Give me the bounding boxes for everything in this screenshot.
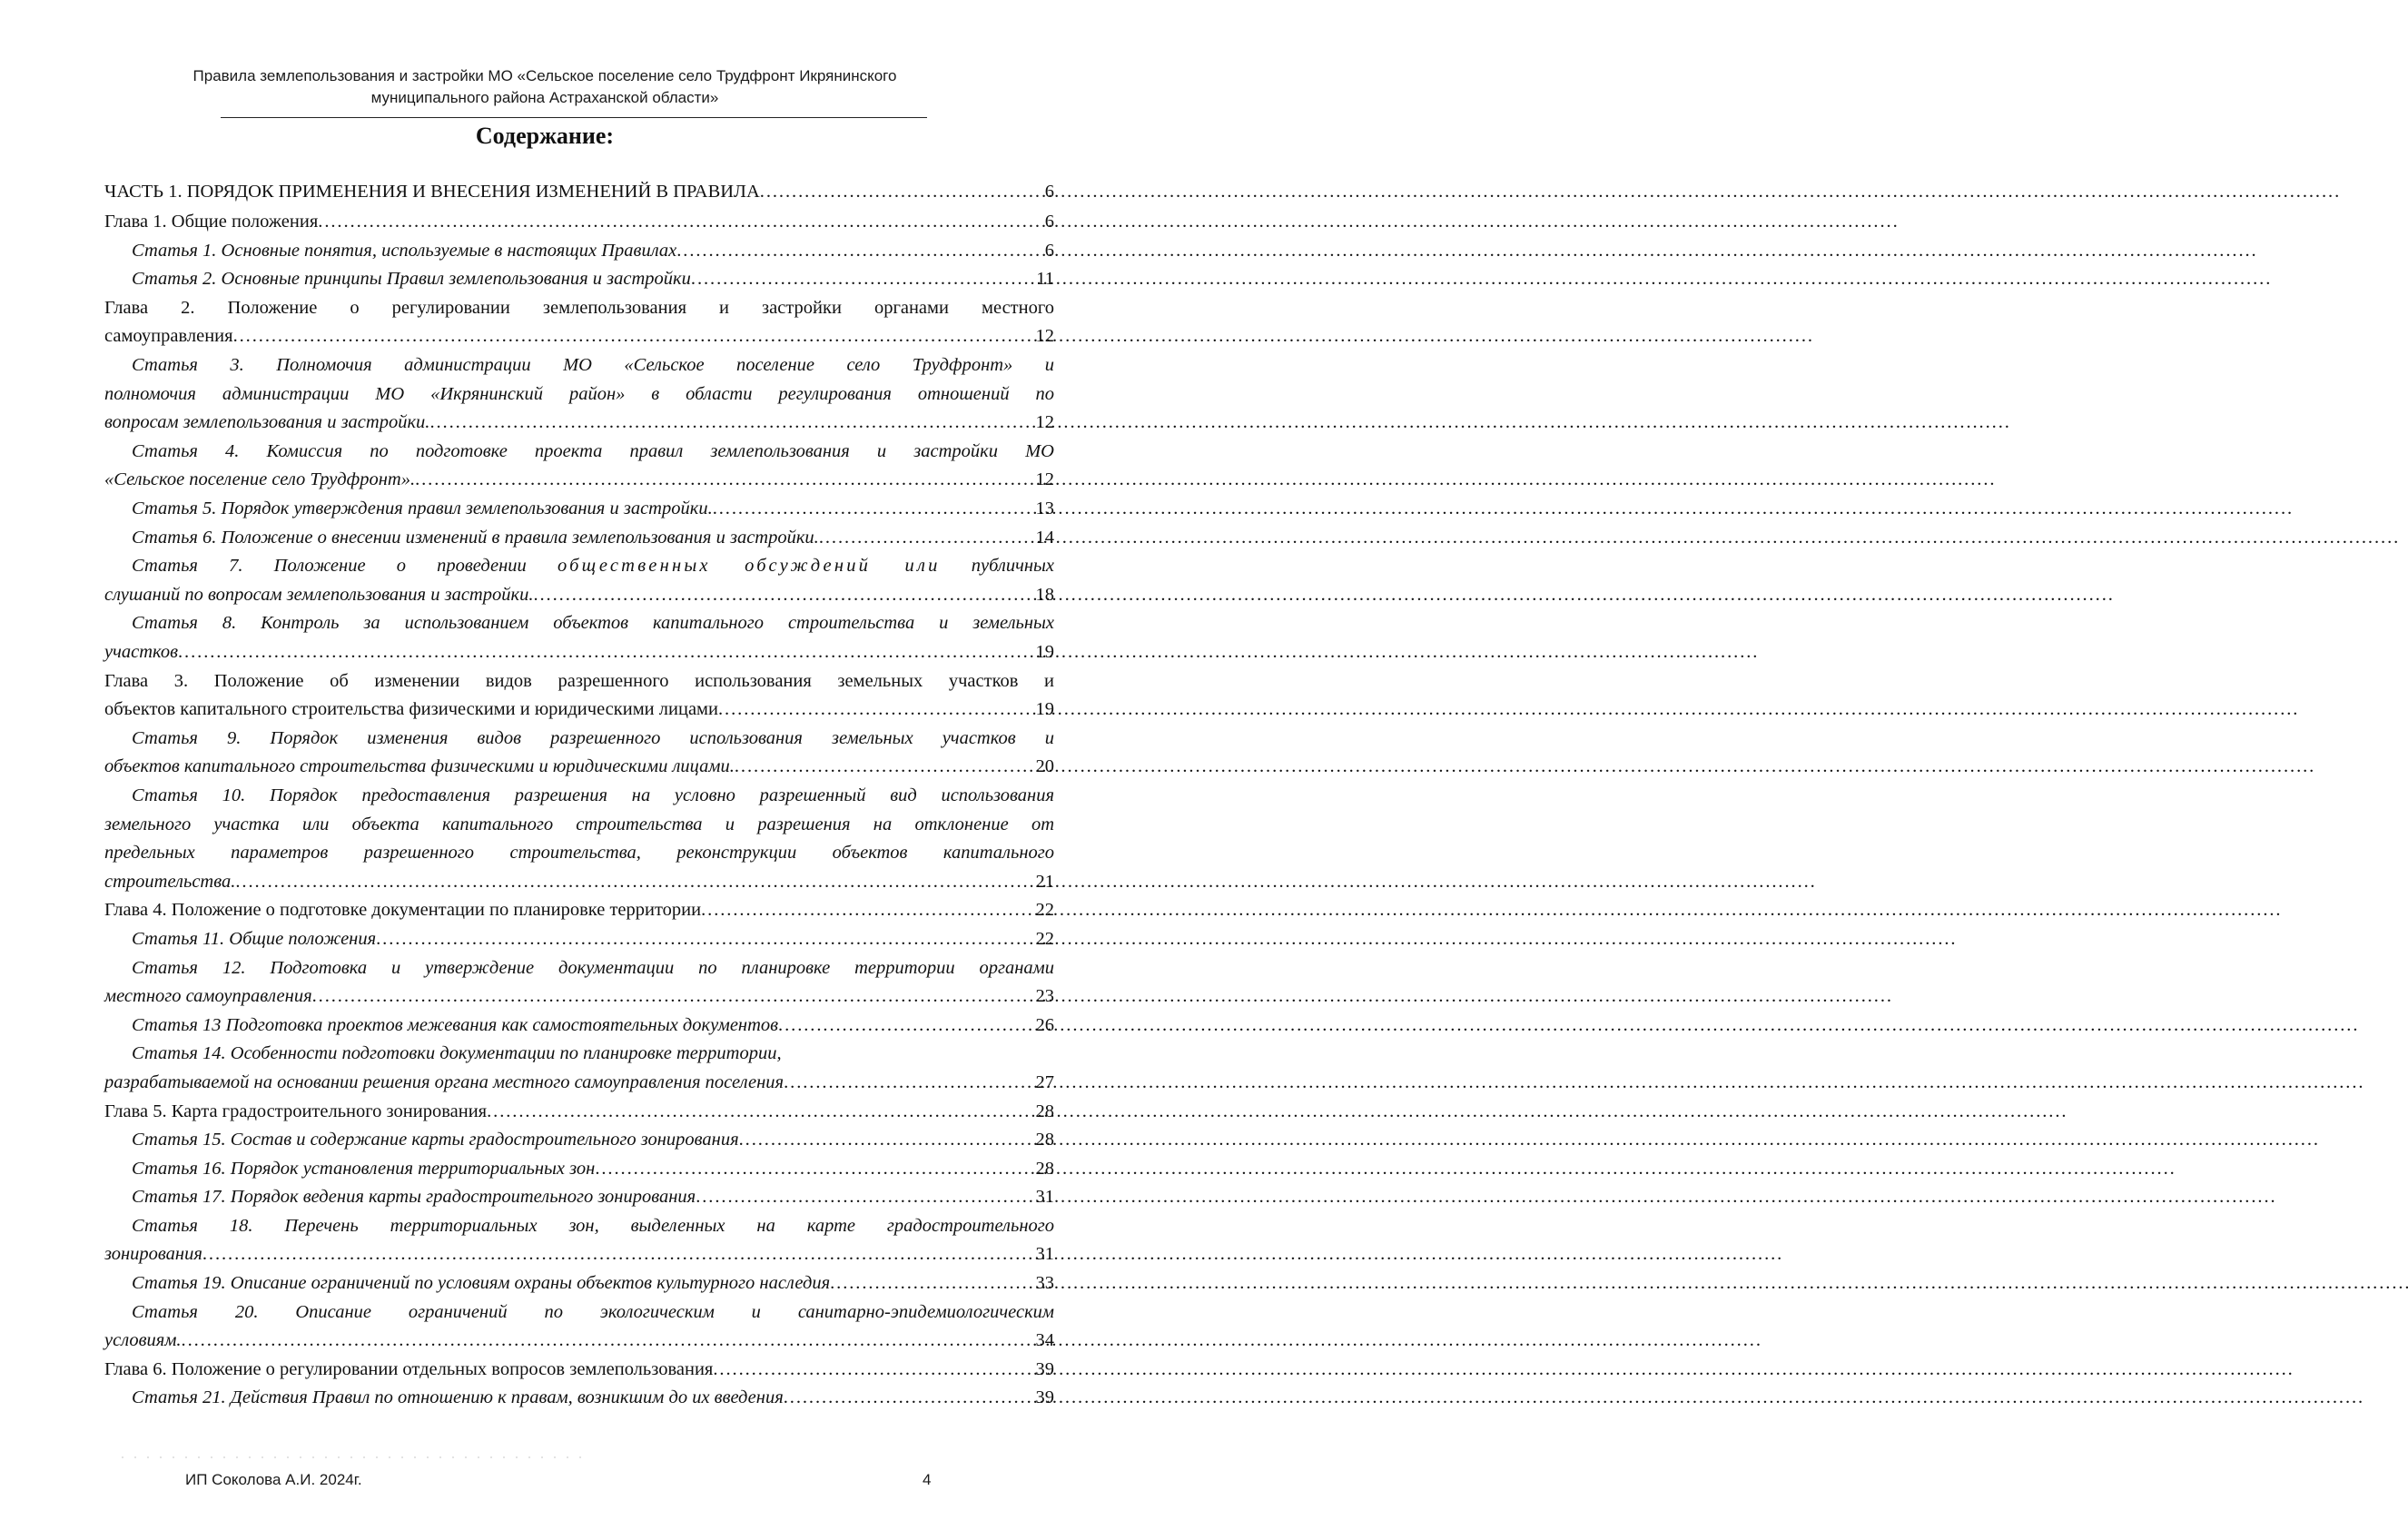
dot-leader xyxy=(713,1356,1033,1385)
toc-entry-text: Статья 13 Подготовка проектов межевания как самостоятельных документов xyxy=(132,1014,779,1035)
toc-entry-text: Статья 21. Действия Правил по отношению к правам, возникшим до их введения xyxy=(132,1387,784,1408)
toc-page-number: 28 xyxy=(1035,1101,1054,1121)
toc-page-number: 27 xyxy=(1035,1071,1054,1092)
header-rule xyxy=(221,117,927,118)
toc-page-number: 20 xyxy=(1035,756,1054,777)
toc-page-number: 31 xyxy=(1035,1244,1054,1265)
dot-leader xyxy=(819,524,1034,553)
dot-leader xyxy=(318,208,1042,237)
toc-entry-article14[interactable] xyxy=(104,1040,1054,1097)
toc-entry-line: объектов капитального строительства физическими и юридическими лицами xyxy=(104,699,718,720)
toc-page-number: 6 xyxy=(1044,240,1054,261)
document-page xyxy=(0,0,1090,1540)
dot-leader xyxy=(178,638,1034,667)
toc-page-number: 23 xyxy=(1035,986,1054,1007)
toc-entry-line: слушаний по вопросам землепользования и застройки. xyxy=(104,584,534,605)
toc-entry-article2[interactable] xyxy=(104,265,1054,294)
toc-entry-article12[interactable] xyxy=(104,954,1054,1012)
toc-entry-article4[interactable] xyxy=(104,438,1054,495)
toc-entry-article7[interactable] xyxy=(104,552,1054,609)
toc-entry-text: Глава 5. Карта градостроительного зонирования xyxy=(104,1101,488,1121)
dot-leader xyxy=(713,495,1034,524)
toc-entry-text: Глава 4. Положение о подготовке документации по планировке территории xyxy=(104,900,702,921)
toc-entry-chapter4[interactable] xyxy=(104,896,1054,925)
dot-leader xyxy=(233,322,1034,351)
toc-entry-line: участков xyxy=(104,642,178,662)
toc-title: Содержание: xyxy=(475,123,615,149)
dot-leader xyxy=(696,1183,1033,1212)
toc-entry-line: Статья 3. Полномочия администрации МО «Сельское поселение село Трудфронт» и xyxy=(132,355,1054,376)
dot-leader xyxy=(429,409,1033,438)
toc-entry-article16[interactable] xyxy=(104,1155,1054,1184)
toc-entry-article6[interactable] xyxy=(104,524,1054,553)
toc-page-number: 12 xyxy=(1035,412,1054,433)
toc-page-number: 22 xyxy=(1035,900,1054,921)
toc-entry-part1[interactable] xyxy=(104,178,1054,207)
toc-entry-line: Статья 18. Перечень территориальных зон, выделенных на карте градостроительного xyxy=(132,1215,1054,1236)
toc-page-number: 19 xyxy=(1035,699,1054,720)
toc-entry-text: Статья 19. Описание ограничений по условиям охраны объектов культурного наследия xyxy=(132,1273,831,1294)
dot-leader xyxy=(760,178,1043,207)
toc-entry-text: Глава 6. Положение о регулировании отдельных вопросов землепользования xyxy=(104,1358,714,1379)
toc-entry-article20[interactable] xyxy=(104,1298,1054,1356)
toc-page-number: 12 xyxy=(1035,326,1054,347)
toc-entry-line: «Сельское поселение село Трудфронт». xyxy=(104,469,416,490)
dot-leader xyxy=(691,265,1034,294)
toc-page-number: 34 xyxy=(1035,1330,1054,1351)
toc-page-number: 19 xyxy=(1035,642,1054,662)
toc-entry-article9[interactable] xyxy=(104,725,1054,782)
toc-page-number: 39 xyxy=(1035,1387,1054,1408)
dot-leader xyxy=(701,896,1033,925)
dot-leader xyxy=(830,1269,1033,1298)
toc-entry-text: Статья 16. Порядок установления территориальных зон xyxy=(132,1158,596,1179)
toc-entry-line: вопросам землепользования и застройки. xyxy=(104,412,430,433)
dot-leader xyxy=(487,1098,1033,1127)
toc-entry-text: ЧАСТЬ 1. ПОРЯДОК ПРИМЕНЕНИЯ И ВНЕСЕНИЯ ИЗМЕНЕНИЙ В ПРАВИЛА xyxy=(104,182,760,202)
toc-page-number: 22 xyxy=(1035,928,1054,949)
dot-leader xyxy=(778,1012,1033,1041)
toc-entry-text: Статья 5. Порядок утверждения правил землепользования и застройки. xyxy=(132,499,713,519)
toc-entry-line: Статья 8. Контроль за использованием объектов капитального строительства и земельных xyxy=(132,613,1054,634)
toc-entry-article11[interactable] xyxy=(104,925,1054,954)
toc-entry-article18[interactable] xyxy=(104,1212,1054,1269)
running-header xyxy=(127,65,962,109)
table-of-contents xyxy=(104,178,1054,1413)
toc-page-number: 6 xyxy=(1044,212,1054,232)
toc-page-number: 28 xyxy=(1035,1158,1054,1179)
dot-leader xyxy=(735,753,1034,782)
toc-page-number: 14 xyxy=(1035,527,1054,548)
toc-entry-article1[interactable] xyxy=(104,237,1054,266)
toc-entry-article15[interactable] xyxy=(104,1126,1054,1155)
toc-entry-line: Статья 4. Комиссия по подготовке проекта правил землепользования и застройки МО xyxy=(132,440,1054,461)
dot-leader xyxy=(235,868,1033,897)
toc-entry-line: зонирования xyxy=(104,1244,202,1265)
footer-author: ИП Соколова А.И. 2024г. xyxy=(185,1471,362,1488)
toc-page-number: 18 xyxy=(1035,584,1054,605)
dot-leader xyxy=(784,1384,1034,1413)
toc-entry-text: Глава 1. Общие положения xyxy=(104,212,319,232)
toc-entry-line: земельного участка или объекта капитального строительства и разрешения на отклонение от xyxy=(104,814,1054,834)
toc-entry-article13[interactable] xyxy=(104,1012,1054,1041)
toc-entry-chapter3[interactable] xyxy=(104,667,1054,725)
toc-entry-line xyxy=(104,552,1054,581)
toc-page-number: 28 xyxy=(1035,1130,1054,1150)
footer-scan-specks xyxy=(116,1456,588,1459)
toc-entry-article21[interactable] xyxy=(104,1384,1054,1413)
dot-leader xyxy=(739,1126,1034,1155)
toc-entry-line: Статья 10. Порядок предоставления разрешения на условно разрешенный вид использования xyxy=(132,785,1054,805)
dot-leader xyxy=(376,925,1033,954)
toc-page-number: 33 xyxy=(1035,1273,1054,1294)
toc-entry-article3[interactable] xyxy=(104,351,1054,438)
toc-entry-text: Статья 6. Положение о внесении изменений в правила землепользования и застройки. xyxy=(132,527,819,548)
footer-page-number: 4 xyxy=(923,1471,932,1488)
toc-entry-line: предельных параметров разрешенного строительства, реконструкции объектов капитального xyxy=(104,843,1054,864)
dot-leader xyxy=(676,237,1043,266)
toc-entry-line: местного самоуправления xyxy=(104,986,312,1007)
dot-leader xyxy=(312,982,1034,1012)
toc-page-number: 31 xyxy=(1035,1187,1054,1208)
toc-page-number: 13 xyxy=(1035,499,1054,519)
toc-page-number: 12 xyxy=(1035,469,1054,490)
toc-entry-line: Статья 14. Особенности подготовки документации по планировке территории, xyxy=(132,1043,782,1064)
toc-entry-line: условиям. xyxy=(104,1330,182,1351)
toc-entry-text: Статья 2. Основные принципы Правил землепользования и застройки xyxy=(132,269,691,290)
dot-leader xyxy=(533,581,1033,610)
dot-leader xyxy=(718,696,1034,725)
toc-entry-fragment-spaced: общественных обсуждений или xyxy=(557,556,941,577)
toc-page-number: 11 xyxy=(1036,269,1054,290)
toc-entry-article8[interactable] xyxy=(104,609,1054,666)
toc-entry-chapter5[interactable] xyxy=(104,1098,1054,1127)
toc-entry-line: Статья 12. Подготовка и утверждение документации по планировке территории органами xyxy=(132,957,1054,978)
toc-entry-line: разрабатываемой на основании решения органа местного самоуправления поселения xyxy=(104,1071,785,1092)
dot-leader xyxy=(415,466,1033,495)
toc-entry-line: Статья 9. Порядок изменения видов разрешенного использования земельных участков и xyxy=(132,727,1054,748)
dot-leader xyxy=(182,1327,1034,1356)
toc-entry-article10[interactable] xyxy=(104,782,1054,896)
toc-entry-text: Статья 15. Состав и содержание карты градостроительного зонирования xyxy=(132,1130,739,1150)
toc-entry-chapter6[interactable] xyxy=(104,1356,1054,1385)
toc-entry-line: Глава 2. Положение о регулировании землепользования и застройки органами местного xyxy=(104,297,1054,318)
toc-entry-line: самоуправления xyxy=(104,326,233,347)
toc-entry-article5[interactable] xyxy=(104,495,1054,524)
running-header-line1: Правила землепользования и застройки МО «Сельское поселение село Трудфронт Икрянинского xyxy=(192,67,897,84)
toc-page-number: 21 xyxy=(1035,871,1054,892)
toc-entry-text: Статья 1. Основные понятия, используемые в настоящих Правилах xyxy=(132,240,677,261)
toc-page-number: 39 xyxy=(1035,1358,1054,1379)
dot-leader xyxy=(202,1240,1034,1269)
toc-entry-line: полномочия администрации МО «Икрянинский район» в области регулирования отношений по xyxy=(104,383,1054,404)
toc-entry-chapter1[interactable] xyxy=(104,208,1054,237)
toc-entry-fragment: публичных xyxy=(971,556,1055,577)
toc-page-number: 26 xyxy=(1035,1014,1054,1035)
running-header-line2: муниципального района Астраханской области» xyxy=(370,89,719,106)
toc-entry-text: Статья 17. Порядок ведения карты градостроительного зонирования xyxy=(132,1187,696,1208)
toc-entry-line: объектов капитального строительства физическими и юридическими лицами. xyxy=(104,756,735,777)
toc-entry-fragment: Статья 7. Положение о проведении xyxy=(132,556,527,577)
toc-entry-line: Глава 3. Положение об изменении видов разрешенного использования земельных участков и xyxy=(104,670,1054,691)
dot-leader xyxy=(595,1155,1033,1184)
toc-entry-text: Статья 11. Общие положения xyxy=(132,928,377,949)
toc-entry-line: строительства. xyxy=(104,871,236,892)
toc-page-number: 6 xyxy=(1044,182,1054,202)
dot-leader xyxy=(784,1069,1033,1098)
toc-entry-chapter2[interactable] xyxy=(104,294,1054,351)
toc-entry-article19[interactable] xyxy=(104,1269,1054,1298)
toc-entry-article17[interactable] xyxy=(104,1183,1054,1212)
toc-entry-line: Статья 20. Описание ограничений по экологическим и санитарно-эпидемиологическим xyxy=(132,1301,1054,1322)
